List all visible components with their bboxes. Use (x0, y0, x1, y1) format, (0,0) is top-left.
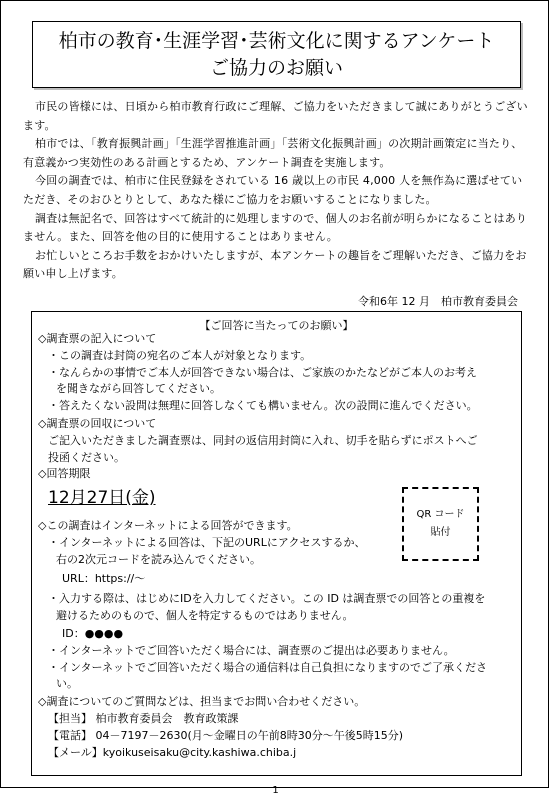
url-line: URL：https://～ (62, 572, 146, 585)
text-line: 投函ください。 (48, 451, 125, 464)
section-title: ◇調査についてのご質問などは、担当までお問い合わせください。 (38, 695, 366, 708)
deadline-date: 12月27日(金) (48, 488, 156, 508)
qr-code-placeholder (402, 487, 479, 561)
contact-line: 【メール】kyoikuseisaku@city.kashiwa.chiba.j (48, 746, 297, 759)
qr-label: 貼付 (430, 527, 451, 538)
intro-paragraph: 柏市では、「教育振興計画」「生涯学習推進計画」「芸術文化振興計画」の次期計画策定に当たり、有意義かつ実効性のある計画とするため、アンケート調査を実施します。 (23, 137, 523, 169)
bullet-line: ・インターネットでご回答いただく場合の通信料は自己負担になりますのでご了承くださ (48, 661, 488, 674)
text-line: ご記入いただきました調査票は、同封の返信用封筒に入れ、切手を貼らずにポストへご (48, 434, 478, 447)
contact-line: 【電話】 04－7197－2630(月～金曜日の午前8時30分～午後5時15分) (48, 729, 404, 742)
intro-paragraph: お忙しいところお手数をおかけいたしますが、本アンケートの趣旨をご理解いただき、ご協力をお願い申し上げます。 (23, 248, 527, 281)
intro-paragraph: 調査は無記名で、回答はすべて統計的に処理しますので、個人のお名前が明らかになることはありません。また、回答を他の目的に使用することはありません。 (23, 211, 528, 244)
notes-box (31, 311, 522, 776)
bullet-line: ・なんらかの事情でご本人が回答できない場合は、ご家族のかたなどがご本人のお考え (48, 366, 477, 379)
section-title: ◇調査票の回収について (38, 417, 157, 430)
intro-text (23, 98, 528, 284)
intro-paragraph: 今回の調査では、柏市に住民登録をされている 16 歳以上の市民 4,000 人を無作為に選ばせていただき、そのおひとりとして、あなた様にご協力をお願いすることになりました。 (23, 174, 523, 206)
page-number: 1 (272, 785, 279, 796)
bullet-line: 右の2次元コードを読み込んでください。 (56, 553, 261, 566)
bullet-line: ・インターネットによる回答は、下記のURLにアクセスするか、 (48, 536, 366, 549)
id-line: ID：●●●● (62, 627, 124, 640)
bullet-line: ・入力する際は、はじめにIDを入力してください。この ID は調査票での回答との重複を (48, 592, 486, 605)
section-title: ◇調査票の記入について (38, 332, 157, 345)
bullet-line: 避けるためのもので、個人を特定するものではありません。 (56, 609, 354, 622)
section-title: ◇回答期限 (38, 467, 91, 480)
title-line-2: ご協力のお願い (209, 57, 343, 79)
contact-line: 【担当】 柏市教育委員会 教育政策課 (48, 712, 239, 725)
bullet-line: ・答えたくない設問は無理に回答しなくても構いません。次の設問に進んでください。 (48, 399, 478, 412)
notes-heading: 【ご回答に当たってのお願い】 (199, 319, 354, 332)
bullet-line: ・この調査は封筒の宛名のご本人が対象となります。 (48, 349, 312, 362)
title-box (32, 21, 521, 88)
section-title: ◇この調査はインターネットによる回答ができます。 (38, 519, 298, 532)
bullet-line: を聞きながら回答してください。 (56, 382, 221, 395)
bullet-line: ・インターネットでご回答いただく場合には、調査票のご提出は必要ありません。 (48, 644, 455, 657)
dateline: 令和6年 12 月 柏市教育委員会 (358, 295, 518, 308)
qr-label: QR コード (416, 509, 465, 520)
title-line-1: 柏市の教育･生涯学習･芸術文化に関するアンケート (58, 30, 495, 52)
intro-paragraph: 市民の皆様には、日頃から柏市教育行政にご理解、ご協力をいただきまして誠にありがとうございます。 (23, 100, 528, 132)
bullet-line: い。 (56, 677, 78, 690)
